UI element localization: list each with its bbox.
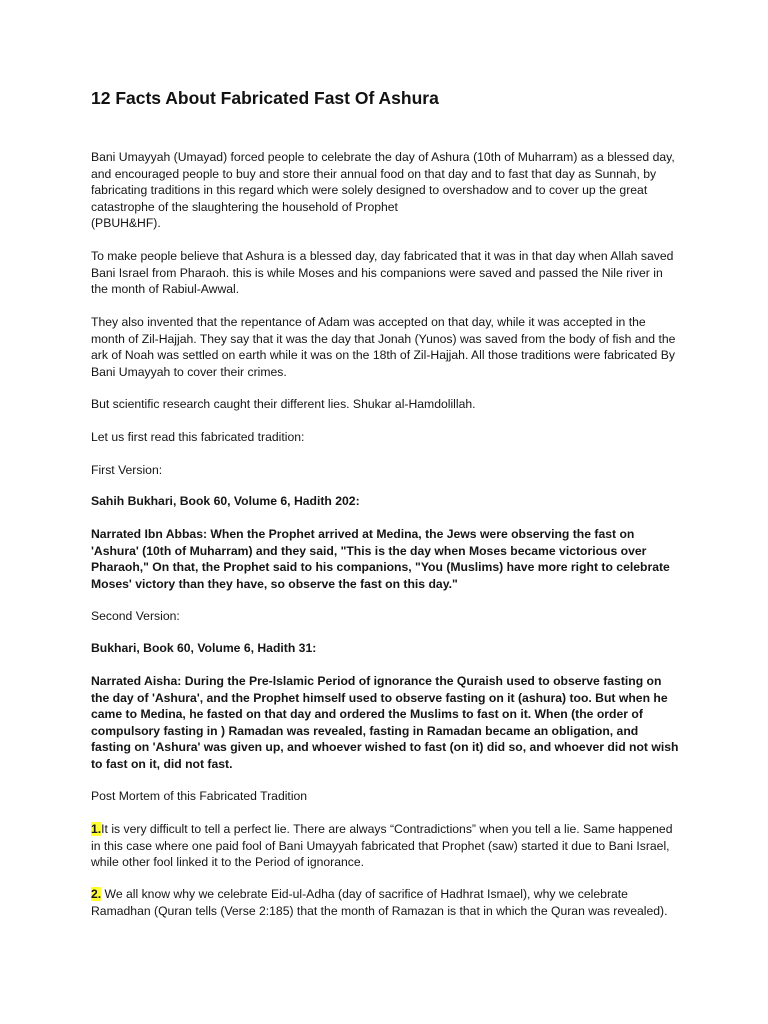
paragraph-umayyah-intro: Bani Umayyah (Umayad) forced people to celebrate the day of Ashura (10th of Muharram) as a blessed day, and encouraged people to buy and store their annual food on that day and to fast that day as Sunnah, by fabricating traditions in this regard which were solely designed to overshadow and to cover up the great catastrophe of the slaughtering the household of Prophet [91, 150, 675, 214]
fact-2 [91, 886, 681, 919]
paragraph-read-tradition: Let us first read this fabricated tradition: [91, 430, 305, 444]
paragraph-pbuh: (PBUH&HF). [91, 216, 161, 230]
fact-1-number-highlight: 1. [91, 822, 102, 836]
paragraph-aisha: Narrated Aisha: During the Pre-lslamic Period of ignorance the Quraish used to observe fasting on the day of 'Ashura', and the Prophet himself used to observe fasting on it (ashura) too. But when he came to Medina, he fasted on that day and ordered the Muslims to fast on it. When (the order of compulsory fasting in ) Ramadan was revealed, fasting in Ramadan became an obligation, and fasting on 'Ashura' was given up, and whoever wished to fast (on it) did so, and whoever did not wish to fast on it, did not fast. [91, 674, 679, 771]
paragraph-scientific-research: But scientific research caught their different lies. Shukar al-Hamdolillah. [91, 397, 476, 411]
paragraph-second-version: Second Version: [91, 609, 180, 623]
paragraph-hadith-31-ref: Bukhari, Book 60, Volume 6, Hadith 31: [91, 641, 317, 655]
paragraph-hadith-202-ref: Sahih Bukhari, Book 60, Volume 6, Hadith 202: [91, 494, 360, 508]
fact-2-text: We all know why we celebrate Eid-ul-Adha (day of sacrifice of Hadhrat Ismael), why we celebrate Ramadhan (Quran tells (Verse 2:185) that the month of Ramazan is that in which the Quran was revealed). [91, 887, 668, 918]
document-title: 12 Facts About Fabricated Fast Of Ashura [91, 88, 439, 108]
paragraph-adam-repentance: They also invented that the repentance of Adam was accepted on that day, while it was accepted in the month of Zil-Hajjah. They say that it was the day that Jonah (Yunos) was saved from the body of fish and the ark of Noah was settled on earth while it was on the 18th of Zil-Hajjah. All those traditions were fabricated By Bani Umayyah to cover their crimes. [91, 315, 676, 379]
fact-1 [91, 821, 681, 871]
paragraph-blessed-day: To make people believe that Ashura is a blessed day, day fabricated that it was in that day when Allah saved Bani Israel from Pharaoh. this is while Moses and his companions were saved and passed the Nile river in the month of Rabiul-Awwal. [91, 249, 674, 297]
paragraph-ibn-abbas: Narrated Ibn Abbas: When the Prophet arrived at Medina, the Jews were observing the fast on 'Ashura' (10th of Muharram) and they said, "This is the day when Moses became victorious over Pharaoh," On that, the Prophet said to his companions, "You (Muslims) have more right to celebrate Moses' victory than they have, so observe the fast on this day." [91, 527, 670, 591]
paragraph-post-mortem: Post Mortem of this Fabricated Tradition [91, 789, 308, 803]
paragraph-first-version: First Version: [91, 463, 163, 477]
fact-2-number-highlight: 2. [91, 887, 102, 901]
fact-1-text: It is very difficult to tell a perfect lie. There are always “Contradictions” when you tell a lie. Same happened in this case where one paid fool of Bani Umayyah fabricated that Prophet (saw) started it due to Bani Israel, while other fool linked it to the Period of ignorance. [91, 822, 673, 870]
